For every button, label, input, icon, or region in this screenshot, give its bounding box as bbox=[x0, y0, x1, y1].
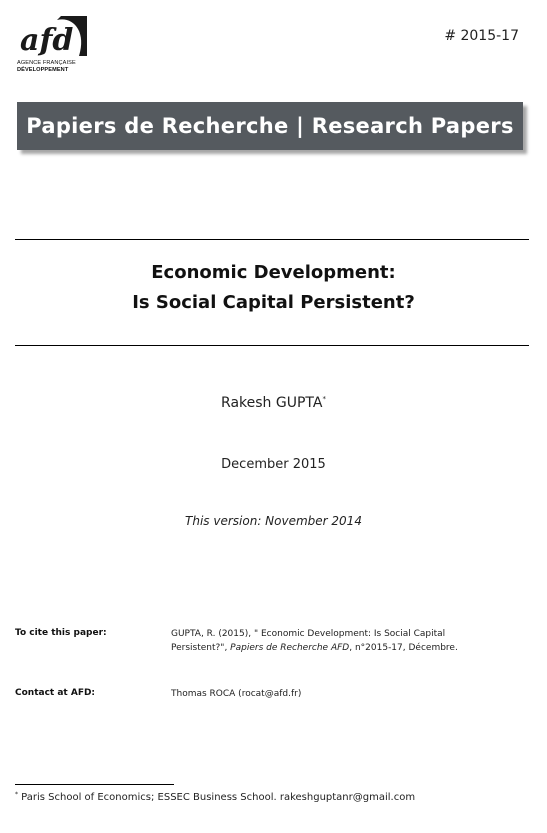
svg-text:afd: afd bbox=[20, 23, 74, 58]
title-rule-top bbox=[15, 239, 529, 240]
cite-text bbox=[171, 627, 501, 655]
footnote-text: Paris School of Economics; ESSEC Business School. rakeshguptanr@gmail.com bbox=[18, 792, 416, 803]
version-note: This version: November 2014 bbox=[185, 514, 362, 528]
cite-text-after: , n°2015-17, Décembre. bbox=[349, 643, 458, 653]
afd-logo-mark-icon bbox=[17, 16, 87, 58]
issue-number: # 2015-17 bbox=[444, 28, 519, 44]
series-banner-text: Papiers de Recherche | Research Papers bbox=[26, 114, 514, 138]
logo-line2: DÉVELOPPEMENT bbox=[17, 67, 69, 73]
paper-title-line2: Is Social Capital Persistent? bbox=[132, 292, 415, 313]
afd-logo bbox=[17, 16, 87, 74]
paper-title-line1: Economic Development: bbox=[151, 262, 396, 283]
footnote-rule bbox=[15, 784, 174, 785]
author-footnote-marker: * bbox=[322, 395, 326, 403]
cite-text-before: GUPTA, R. (2015), " Economic Development: Is Social Capital Persistent?", bbox=[171, 629, 446, 653]
logo-line1: AGENCE FRANÇAISE bbox=[17, 60, 76, 66]
contact-label: Contact at AFD: bbox=[15, 688, 96, 698]
contact-text: Thomas ROCA (rocat@afd.fr) bbox=[171, 689, 302, 699]
series-banner bbox=[17, 102, 523, 150]
cite-label: To cite this paper: bbox=[15, 628, 107, 638]
footnote bbox=[15, 791, 415, 803]
author-name: Rakesh GUPTA bbox=[221, 395, 323, 411]
title-rule-bottom bbox=[15, 345, 529, 346]
publication-date: December 2015 bbox=[221, 457, 326, 472]
cite-text-italic: Papiers de Recherche AFD bbox=[230, 643, 350, 653]
author bbox=[0, 395, 547, 411]
footnote-marker: * bbox=[15, 791, 18, 798]
